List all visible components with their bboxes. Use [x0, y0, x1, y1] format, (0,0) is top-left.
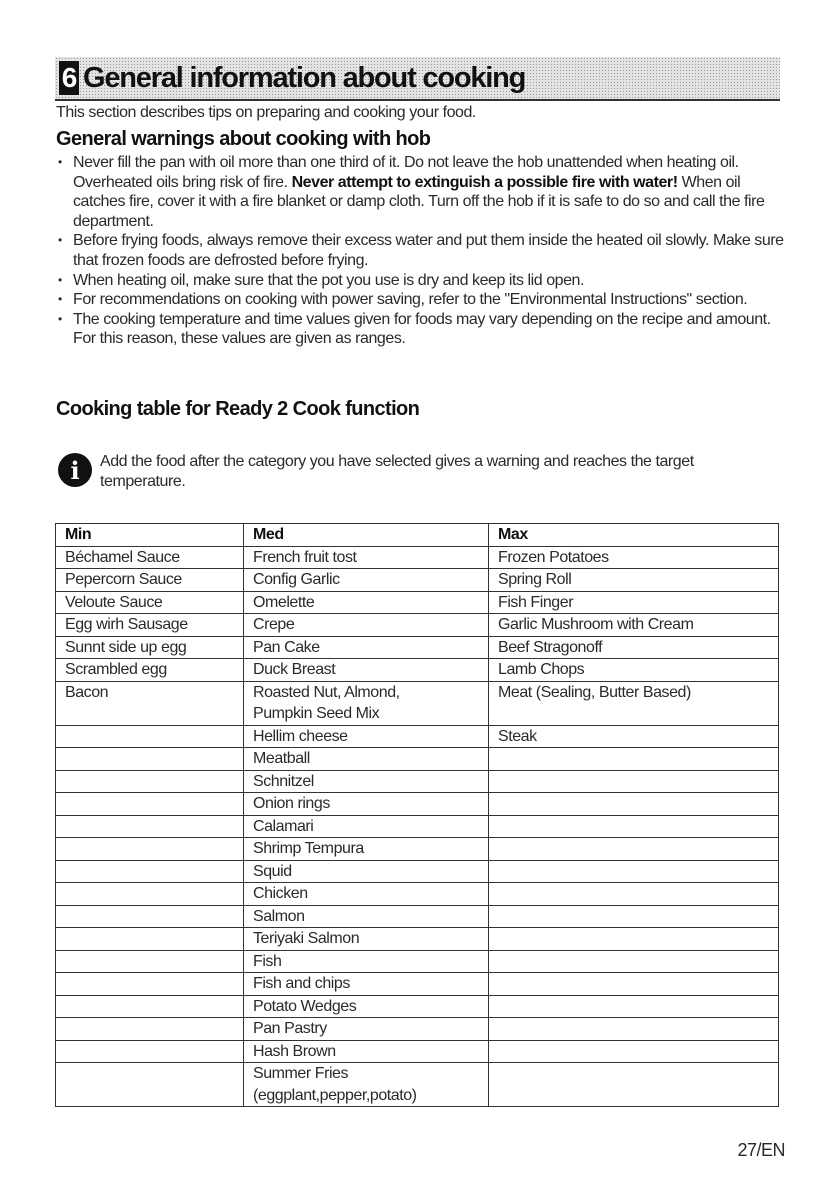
table-cell-med: Summer Fries (eggplant,pepper,potato): [244, 1063, 489, 1107]
table-row: [56, 725, 779, 748]
table-cell-min: Béchamel Sauce: [56, 546, 244, 569]
table-row: [56, 928, 779, 951]
table-cell-med: Teriyaki Salmon: [244, 928, 489, 951]
table-row: [56, 546, 779, 569]
table-cell-max: [489, 838, 779, 861]
table-cell-min: [56, 995, 244, 1018]
table-cell-min: Egg wirh Sausage: [56, 614, 244, 637]
table-row: [56, 748, 779, 771]
table-cell-max: Garlic Mushroom with Cream: [489, 614, 779, 637]
table-cell-med: Pan Pastry: [244, 1018, 489, 1041]
table-row: [56, 659, 779, 682]
table-row: [56, 770, 779, 793]
table-cell-min: [56, 1063, 244, 1107]
table-cell-max: [489, 860, 779, 883]
table-cell-max: [489, 995, 779, 1018]
table-cell-max: Meat (Sealing, Butter Based): [489, 681, 779, 725]
table-cell-min: [56, 793, 244, 816]
table-cell-max: [489, 1063, 779, 1107]
table-cell-med: Meatball: [244, 748, 489, 771]
table-cell-min: Pepercorn Sauce: [56, 569, 244, 592]
warning-item: [56, 231, 786, 270]
table-cell-max: [489, 815, 779, 838]
table-cell-med: Schnitzel: [244, 770, 489, 793]
table-cell-med: Omelette: [244, 591, 489, 614]
table-cell-min: [56, 838, 244, 861]
section-header: [55, 57, 780, 101]
table-cell-min: Veloute Sauce: [56, 591, 244, 614]
warning-text-pre: The cooking temperature and time values given for foods may vary depending on the recipe and amount. For this reason, these values are given as ranges.: [73, 310, 771, 348]
table-row: [56, 883, 779, 906]
intro-text: This section describes tips on preparing and cooking your food.: [56, 104, 476, 121]
table-cell-min: [56, 815, 244, 838]
table-cell-min: [56, 748, 244, 771]
table-cell-med: Chicken: [244, 883, 489, 906]
table-cell-med: Shrimp Tempura: [244, 838, 489, 861]
table-cell-max: [489, 905, 779, 928]
table-cell-min: [56, 1018, 244, 1041]
column-header-med: Med: [244, 524, 489, 547]
table-cell-max: [489, 883, 779, 906]
warning-text-bold: Never attempt to extinguish a possible fire with water!: [291, 173, 678, 191]
warning-item: [56, 310, 786, 349]
table-cell-med: Salmon: [244, 905, 489, 928]
table-cell-min: Bacon: [56, 681, 244, 725]
table-cell-min: [56, 928, 244, 951]
table-cell-med: Roasted Nut, Almond, Pumpkin Seed Mix: [244, 681, 489, 725]
table-cell-min: Scrambled egg: [56, 659, 244, 682]
table-row: [56, 591, 779, 614]
table-cell-max: [489, 770, 779, 793]
warnings-list: [56, 153, 786, 349]
table-row: [56, 569, 779, 592]
table-cell-max: [489, 928, 779, 951]
info-note: Add the food after the category you have selected gives a warning and reaches the target temperature.: [100, 453, 694, 490]
table-cell-min: [56, 860, 244, 883]
table-cell-med: Crepe: [244, 614, 489, 637]
table-cell-med: Onion rings: [244, 793, 489, 816]
table-cell-med: Fish: [244, 950, 489, 973]
warning-item: [56, 153, 786, 231]
warning-text-pre: Never fill the pan with oil more than one third of it. Do not leave the hob unattended when heating oil. Overheated oils bring risk of fire.: [73, 154, 739, 191]
table-cell-max: Spring Roll: [489, 569, 779, 592]
table-row: [56, 614, 779, 637]
table-cell-max: [489, 1018, 779, 1041]
table-cell-max: Lamb Chops: [489, 659, 779, 682]
table-heading: Cooking table for Ready 2 Cook function: [56, 398, 420, 420]
table-row: [56, 1018, 779, 1041]
warning-item: [56, 290, 786, 310]
table-cell-med: Squid: [244, 860, 489, 883]
table-cell-med: Pan Cake: [244, 636, 489, 659]
table-cell-max: Beef Stragonoff: [489, 636, 779, 659]
table-cell-min: [56, 725, 244, 748]
table-cell-min: [56, 950, 244, 973]
table-row: [56, 1040, 779, 1063]
table-cell-max: [489, 950, 779, 973]
table-cell-min: [56, 883, 244, 906]
table-row: [56, 950, 779, 973]
warning-text-pre: When heating oil, make sure that the pot you use is dry and keep its lid open.: [73, 271, 585, 289]
table-cell-med: Potato Wedges: [244, 995, 489, 1018]
table-cell-med: French fruit tost: [244, 546, 489, 569]
info-icon: i: [58, 453, 92, 487]
warning-text-pre: For recommendations on cooking with power saving, refer to the "Environmental Instructions" section.: [73, 291, 748, 309]
table-row: [56, 973, 779, 996]
table-row: [56, 1063, 779, 1107]
table-row: [56, 793, 779, 816]
table-cell-max: Steak: [489, 725, 779, 748]
table-cell-med: Hellim cheese: [244, 725, 489, 748]
table-cell-med: Fish and chips: [244, 973, 489, 996]
table-cell-med: Hash Brown: [244, 1040, 489, 1063]
table-cell-max: [489, 748, 779, 771]
table-cell-min: [56, 905, 244, 928]
table-row: [56, 815, 779, 838]
column-header-max: Max: [489, 524, 779, 547]
table-row: [56, 995, 779, 1018]
section-title: General information about cooking: [83, 62, 526, 94]
table-cell-min: [56, 770, 244, 793]
section-number: 6: [59, 61, 79, 95]
cooking-table: [55, 523, 779, 1107]
warnings-heading: General warnings about cooking with hob: [56, 128, 431, 150]
table-cell-max: Fish Finger: [489, 591, 779, 614]
table-cell-min: [56, 973, 244, 996]
table-cell-max: [489, 973, 779, 996]
warning-text-pre: Before frying foods, always remove their excess water and put them inside the heated oil slowly. Make sure that frozen foods are defrosted before frying.: [73, 232, 784, 269]
table-cell-min: [56, 1040, 244, 1063]
warning-item: [56, 271, 786, 291]
table-cell-med: Calamari: [244, 815, 489, 838]
table-cell-med: Duck Breast: [244, 659, 489, 682]
table-row: [56, 905, 779, 928]
table-cell-max: Frozen Potatoes: [489, 546, 779, 569]
table-row: [56, 838, 779, 861]
table-row: [56, 636, 779, 659]
table-cell-max: [489, 793, 779, 816]
table-cell-max: [489, 1040, 779, 1063]
column-header-min: Min: [56, 524, 244, 547]
table-cell-med: Config Garlic: [244, 569, 489, 592]
table-row: [56, 681, 779, 725]
page-number: 27/EN: [737, 1140, 785, 1160]
table-row: [56, 860, 779, 883]
table-cell-min: Sunnt side up egg: [56, 636, 244, 659]
warning-text-post: When oil catches fire, cover it with a fire blanket or damp cloth. Turn off the hob if it is safe to do so and call the fire department.: [73, 173, 765, 230]
